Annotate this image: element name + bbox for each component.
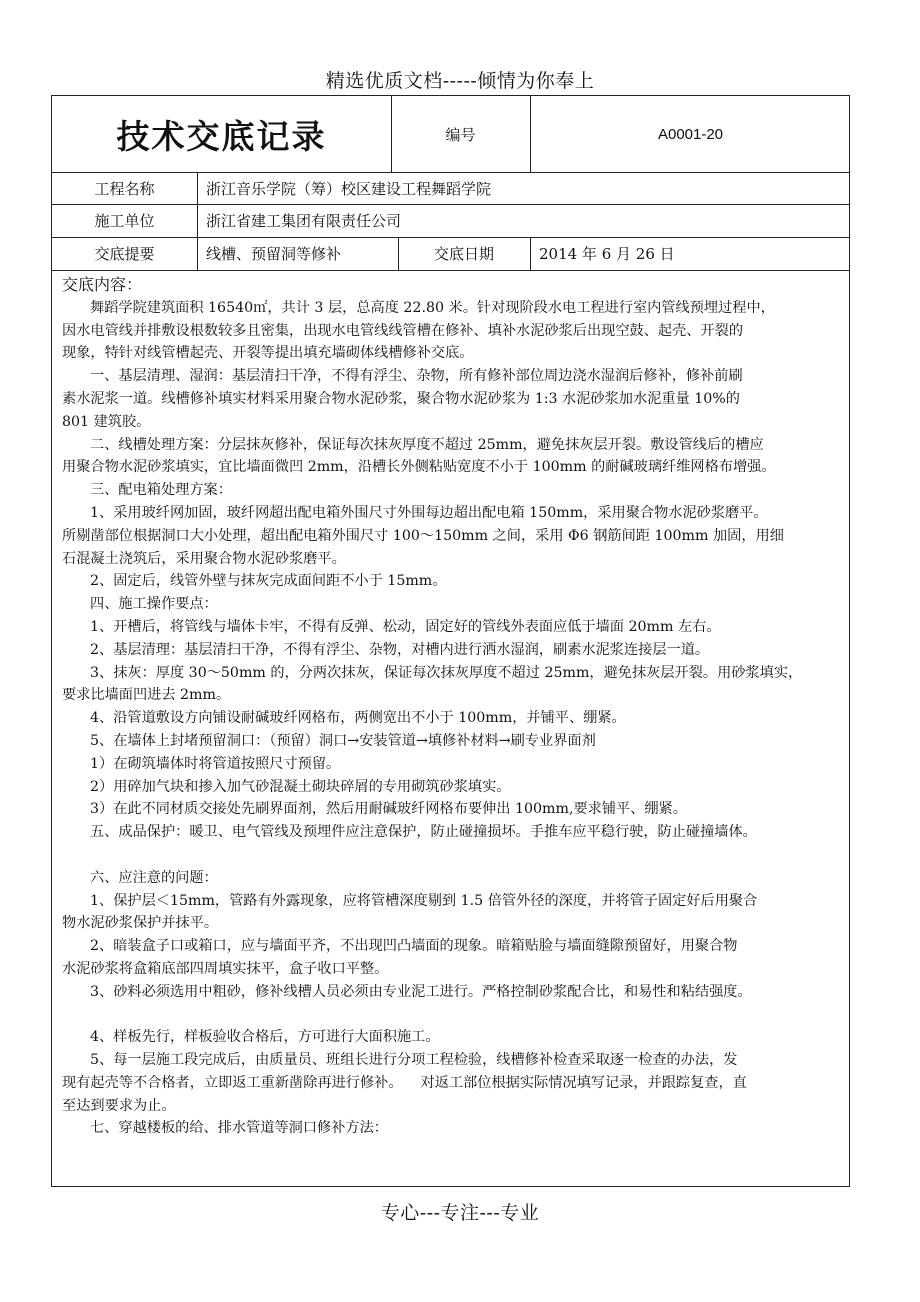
page-header: 精选优质文档-----倾情为你奉上 <box>325 70 595 92</box>
date-value: 2014 年 6 月 26 日 <box>539 245 675 263</box>
content-line: 2、暗装盒子口或箱口，应与墙面平齐，不出现凹凸墙面的现象。暗箱贴脸与墙面缝隙预留好，用聚合物 <box>90 938 738 955</box>
content-line: 一、基层清理、湿润：基层清扫干净，不得有浮尘、杂物，所有修补部位周边浇水湿润后修补，修补前刷 <box>90 368 743 385</box>
content-line: 石混凝土浇筑后，采用聚合物水泥砂浆磨平。 <box>62 550 346 567</box>
col-divider <box>530 237 531 270</box>
date-label: 交底日期 <box>433 245 494 263</box>
content-line: 所剔凿部位根据洞口大小处理，超出配电箱外围尺寸 100～150mm 之间，采用 Φ6 钢筋间距 100mm 加固，用细 <box>62 527 784 544</box>
content-line: 现象，特针对线管槽起壳、开裂等提出填充墙砌体线槽修补交底。 <box>62 345 474 362</box>
number-value: A0001-20 <box>657 125 724 143</box>
content-line <box>62 844 841 867</box>
content-line: 物水泥砂浆保护并抹平。 <box>62 915 219 932</box>
content-line: 六、应注意的问题： <box>90 869 218 886</box>
content-lines <box>62 297 841 1140</box>
content-line: 五、成品保护：暖卫、电气管线及预埋件应注意保护，防止碰撞损坏。手推车应平稳行驶，防止碰撞墙体。 <box>90 824 757 841</box>
content-line: 2、基层清理：基层清扫干净，不得有浮尘、杂物，对槽内进行洒水湿润，刷素水泥浆连接层一道。 <box>90 641 710 658</box>
content-line: 5、在墙体上封堵预留洞口：（预留）洞口→安装管道→填修补材料→刷专业界面剂 <box>90 732 596 749</box>
page-footer: 专心---专注---专业 <box>380 1202 540 1224</box>
record-title: 技术交底记录 <box>116 116 327 156</box>
content-line: 3、砂料必须选用中粗砂，修补线槽人员必须由专业泥工进行。严格控制砂浆配合比，和易性和粘结强度。 <box>90 983 752 1000</box>
summary-value: 线槽、预留洞等修补 <box>206 245 342 263</box>
content-line: 三、配电箱处理方案： <box>90 482 232 499</box>
content-line: 素水泥浆一道。线槽修补填实材料采用聚合物水泥砂浆，聚合物水泥砂浆为 1:3 水泥砂浆加水泥重量 10%的 <box>62 390 740 407</box>
content-line: 4、沿管道敷设方向铺设耐碱玻纤网格布，两侧宽出不小于 100mm，并铺平、绷紧。 <box>90 710 626 727</box>
content-line: 1）在砌筑墙体时将管道按照尺寸预留。 <box>90 755 341 772</box>
content-body <box>62 274 841 1140</box>
content-line: 801 建筑胶。 <box>62 413 151 430</box>
contractor-label: 施工单位 <box>94 212 155 230</box>
number-label: 编号 <box>445 125 476 144</box>
row-divider <box>52 270 849 271</box>
content-line: 因水电管线并排敷设根数较多且密集，出现水电管线线管槽在修补、填补水泥砂浆后出现空鼓、起壳、开裂的 <box>62 322 744 339</box>
content-line: 3、抹灰：厚度 30～50mm 的，分两次抹灰，保证每次抹灰厚度不超过 25mm，避免抹灰层开裂。用砂浆填实， <box>90 664 803 681</box>
col-divider <box>197 172 198 270</box>
content-line: 水泥砂浆将盒箱底部四周填实抹平，盒子收口平整。 <box>62 960 389 977</box>
content-line: 2）用碎加气块和掺入加气砂混凝土砌块碎屑的专用砌筑砂浆填实。 <box>90 778 511 795</box>
content-line: 用聚合物水泥砂浆填实，宜比墙面微凹 2mm，沿槽长外侧粘贴宽度不小于 100mm 的耐碱玻璃纤维网格布增强。 <box>62 459 776 476</box>
content-line: 4、样板先行，样板验收合格后，方可进行大面积施工。 <box>90 1029 440 1046</box>
content-line: 3）在此不同材质交接处先刷界面剂，然后用耐碱玻纤网格布要伸出 100mm,要求铺平、绷紧。 <box>90 801 687 818</box>
summary-label: 交底提要 <box>94 245 155 263</box>
content-line: 四、施工操作要点： <box>90 596 218 613</box>
project-label: 工程名称 <box>94 179 155 198</box>
content-line: 5、每一层施工段完成后，由质量员、班组长进行分项工程检验，线槽修补检查采取逐一检查的办法，发 <box>90 1052 738 1069</box>
content-line: 二、线槽处理方案：分层抹灰修补，保证每次抹灰厚度不超过 25mm，避免抹灰层开裂。敷设管线后的槽应 <box>90 436 764 453</box>
content-line: 1、保护层＜15mm，管路有外露现象，应将管槽深度剔到 1.5 倍管外径的深度，并将管子固定好后用聚合 <box>90 892 758 909</box>
content-line: 舞蹈学院建筑面积 16540㎡，共计 3 层，总高度 22.80 米。针对现阶段水电工程进行室内管线预埋过程中， <box>90 299 775 316</box>
record-form <box>51 95 850 1187</box>
project-value: 浙江音乐学院（筹）校区建设工程舞蹈学院 <box>206 179 492 198</box>
content-line: 1、开槽后，将管线与墙体卡牢，不得有反弹、松动，固定好的管线外表面应低于墙面 20mm 左右。 <box>90 618 721 635</box>
content-line: 2、固定后，线管外壁与抹灰完成面间距不小于 15mm。 <box>90 573 447 590</box>
content-line: 现有起壳等不合格者，立即返工重新凿除再进行修补。 对返工部位根据实际情况填写记录，并跟踪复查，直 <box>62 1074 747 1091</box>
content-heading: 交底内容： <box>62 275 143 294</box>
content-line: 要求比墙面凹进去 2mm。 <box>62 687 231 704</box>
content-line <box>62 1004 841 1027</box>
contractor-value: 浙江省建工集团有限责任公司 <box>206 212 402 230</box>
content-line: 1、采用玻纤网加固，玻纤网超出配电箱外围尺寸外围每边超出配电箱 150mm，采用聚合物水泥砂浆磨平。 <box>90 504 768 521</box>
content-line: 七、穿越楼板的给、排水管道等洞口修补方法： <box>90 1120 388 1137</box>
content-line: 至达到要求为止。 <box>62 1097 176 1114</box>
